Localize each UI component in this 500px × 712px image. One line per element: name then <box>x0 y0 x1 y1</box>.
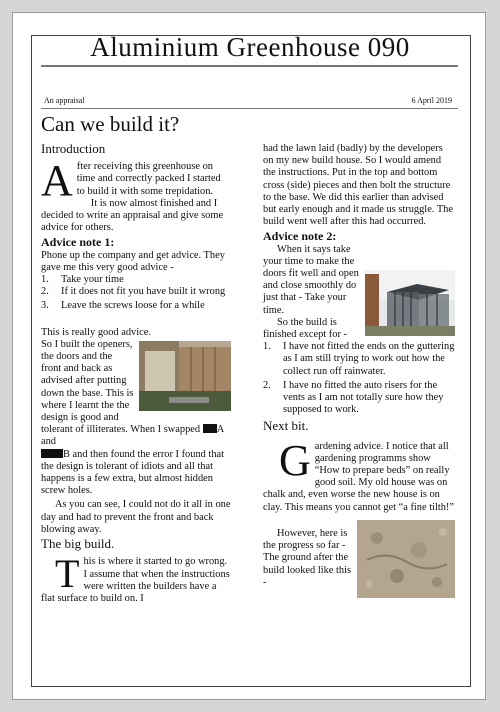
redaction-mark <box>203 424 217 433</box>
doors-build-photo <box>139 341 231 411</box>
list-item: 2. I have no fitted the auto risers for the vents as I am not totally sure how they supposed to work. <box>263 379 444 416</box>
big-build-heading: The big build. <box>41 536 115 552</box>
document-subtitle: An appraisal <box>44 96 85 105</box>
list-item: 3. Leave the screws loose for a while <box>41 300 205 312</box>
intro-paragraph-2: It is now almost finished and I decided to write an appraisal and give some advice for others. <box>41 197 224 234</box>
title-rule <box>41 65 458 67</box>
document-title: Aluminium Greenhouse 090 <box>90 32 410 62</box>
dropcap-t: T <box>55 551 80 597</box>
list-item: 1. Take your time <box>41 274 124 286</box>
gardening-paragraph: Gardening advice. I notice that all gardening programms show “How to prepare beds” on really good soil. My old house was on chalk and, even worse the new house is on clay. This means you cannot get “a fine tilth!” <box>263 435 455 513</box>
advice-1-list <box>41 274 231 313</box>
next-bit-heading: Next bit. <box>263 418 309 434</box>
greenhouse-photo <box>365 270 455 336</box>
list-item: 2. If it does not fit you have built it wrong <box>41 286 226 298</box>
right-column <box>263 143 455 600</box>
advice-note-1-heading: Advice note 1: <box>41 235 115 250</box>
redaction-mark <box>41 449 63 458</box>
advice-2-paragraph: When it says take your time to make the doors fit well and open and close smoothly do just that - Take your time. <box>263 243 359 316</box>
lawn-paragraph: had the lawn laid (badly) by the developers on my new build house. So I would amend the instructions. Put in the top and bottom cross (side) pieces and then bolt the structure to the base. We did this earlier than advised but early enough and it made us struggle. The build went well after this had occurred. <box>263 143 453 228</box>
introduction-heading: Introduction <box>41 141 106 156</box>
however-paragraph: However, here is the progress so far - The ground after the build looked like this - <box>263 527 352 588</box>
see-paragraph: As you can see, I could not do it all in one day and had to prevent the front and back blowing away. <box>41 499 231 535</box>
article-headline: Can we build it? <box>41 112 180 136</box>
advice-2-list <box>263 341 455 416</box>
list-item: 1. I have not fitted the ends on the guttering as I am still trying to work out how the collect run off rainwater. <box>263 341 455 377</box>
advice-1-paragraph: Phone up the company and get advice. They gave me this very good advice - <box>41 249 225 273</box>
document-date: 6 April 2019 <box>411 96 452 105</box>
subtitle-rule <box>41 108 458 109</box>
finished-paragraph: So the build is finished except for - <box>263 316 347 341</box>
dropcap-g: G <box>279 435 311 485</box>
built-paragraph: So I built the openers, the doors and the front and back as advised after putting down the base. This is where I learnt the the design is good and tolerant of illiterates. When I swapped A and B and then found the error I found that the design is tolerant of idiots and all that happens is a few extra, but almost hidden screw holes. <box>41 338 225 497</box>
ground-photo <box>357 520 455 598</box>
left-column <box>41 140 231 605</box>
good-advice-text: This is really good advice. <box>41 326 151 338</box>
intro-paragraph: After receiving this greenhouse on time and correctly packed I started to build it with some trepidation. <box>41 156 221 206</box>
dropcap-a: A <box>41 156 73 206</box>
advice-note-2-heading: Advice note 2: <box>263 229 337 244</box>
big-build-paragraph: This is where it started to go wrong. I assume that when the instructions were written the builders have a flat surface to build on. I <box>41 551 230 604</box>
